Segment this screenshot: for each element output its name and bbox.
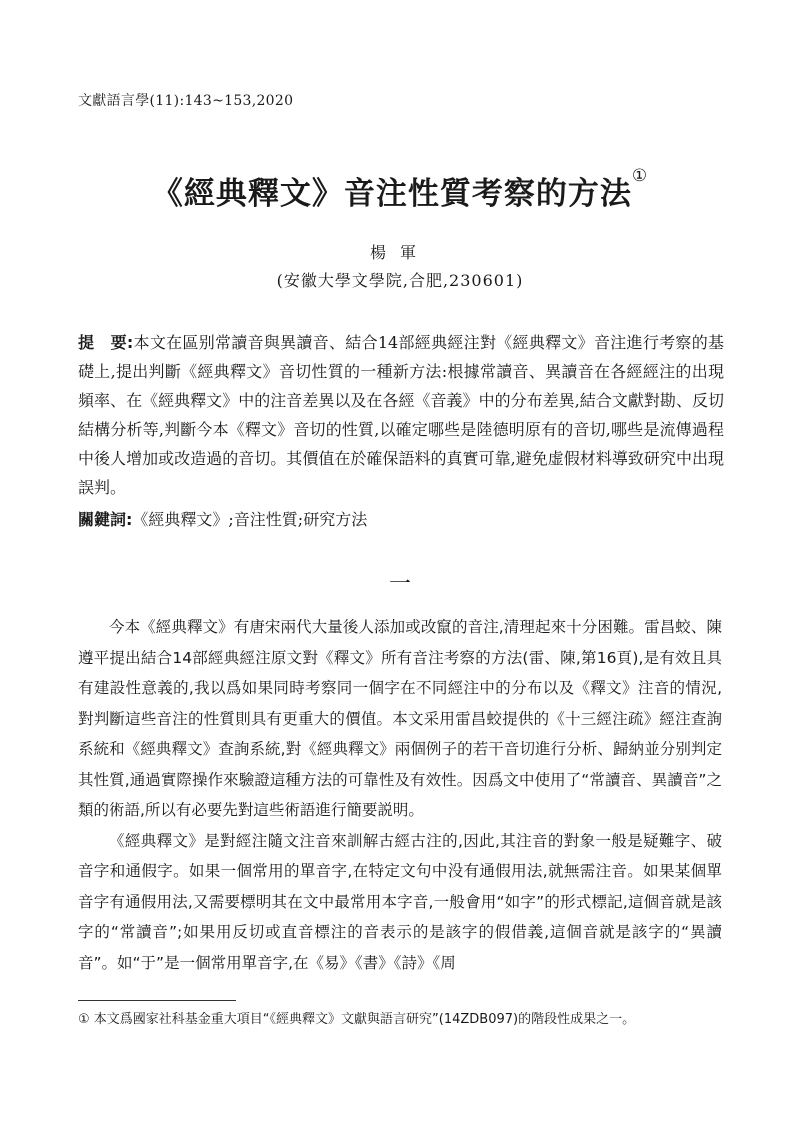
section-heading: 一 xyxy=(388,572,411,597)
keywords xyxy=(78,505,724,534)
abstract-text: 本文在區别常讀音與異讀音、結合14部經典經注對《經典釋文》音注進行考察的基礎上,提出判斷《經典釋文》音切性質的一種新方法:根據常讀音、異讀音在各經經注的出現頻率、在《經典釋文》中的注音差異以及在各經《音義》中的分布差異,結合文獻對勘、反切結構分析等,判斷今本《釋文》音切的性質,以確定哪些是陸德明原有的音切,哪些是流傳過程中後人增加或改造過的音切。其價值在於確保語料的真實可靠,避免虚假材料導致研究中出現誤判。 xyxy=(78,333,724,497)
body-paragraph: 今本《經典釋文》有唐宋兩代大量後人添加或改竄的音注,清理起來十分困難。雷昌蛟、陳遵平提出結合14部經典經注原文對《釋文》所有音注考察的方法(雷、陳,第16頁),是有效且具有建設性意義的,我以爲如果同時考察同一個字在不同經注中的分布以及《釋文》注音的情況,對判斷這些音注的性質則具有更重大的價值。本文采用雷昌蛟提供的《十三經注疏》經注查詢系統和《經典釋文》查詢系統,對《經典釋文》兩個例子的若干音切進行分析、歸納並分别判定其性質,通過實際操作來驗證這種方法的可靠性及有效性。因爲文中使用了“常讀音、異讀音”之類的術語,所以有必要先對這些術語進行簡要説明。 xyxy=(78,618,722,819)
journal-header: 文獻語言學(11):143~153,2020 xyxy=(78,93,294,109)
body-text xyxy=(78,612,722,978)
keywords-label: 關鍵詞: xyxy=(78,510,133,529)
abstract xyxy=(78,328,724,502)
body-paragraph: 《經典釋文》是對經注隨文注音來訓解古經古注的,因此,其注音的對象一般是疑難字、破音字和通假字。如果一個常用的單音字,在特定文句中没有通假用法,就無需注音。如果某個單音字有通假用法,又需要標明其在文中最常用本字音,一般會用“如字”的形式標記,這個音就是該字的“常讀音”;如果用反切或直音標注的音表示的是該字的假借義,這個音就是該字的“異讀音”。如“于”是一個常用單音字,在《易》《書》《詩》《周 xyxy=(78,831,722,972)
author-affiliation: (安徽大學文學院,合肥,230601) xyxy=(276,271,524,290)
keywords-text: 《經典釋文》;音注性質;研究方法 xyxy=(132,510,368,529)
footnote-divider xyxy=(78,1000,236,1001)
article-title-text: 《經典釋文》音注性質考察的方法 xyxy=(151,176,632,212)
title-footnote-mark: ① xyxy=(631,166,649,186)
footnote: ① 本文爲國家社科基金重大項目“《經典釋文》文獻與語言研究”(14ZDB097)的階段性成果之一。 xyxy=(78,1012,636,1027)
article-title xyxy=(0,168,800,213)
author-name: 楊軍 xyxy=(369,243,430,262)
abstract-label: 提 要: xyxy=(78,333,134,352)
